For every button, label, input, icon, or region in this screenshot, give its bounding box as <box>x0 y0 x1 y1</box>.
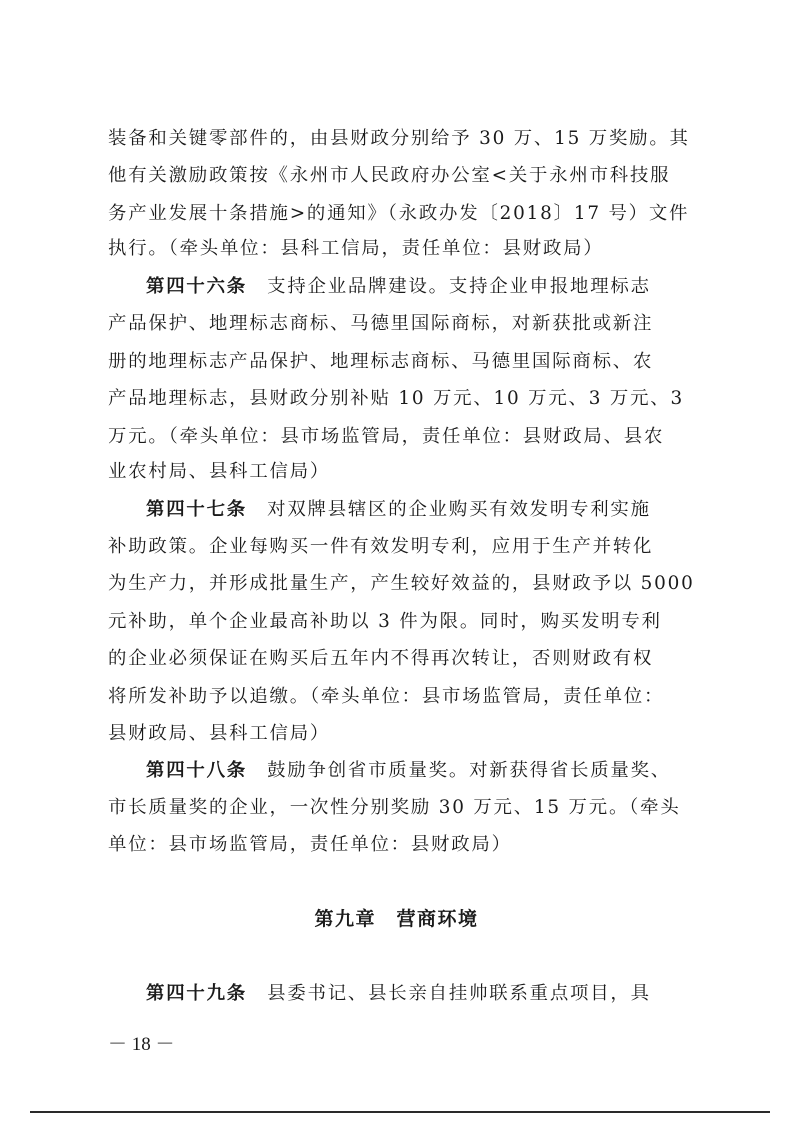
article-49-first-line <box>146 981 651 1007</box>
article-text: 县委书记、县长亲自挂帅联系重点项目，具 <box>246 983 651 1004</box>
bottom-divider <box>30 1111 770 1113</box>
paragraph-line: 产品保护、地理标志商标、马德里国际商标，对新获批或新注 <box>108 313 654 334</box>
paragraph-line: 产品地理标志，县财政分别补贴 10 万元、10 万元、3 万元、3 <box>108 388 684 409</box>
paragraph-line: 务产业发展十条措施>的通知》（永政办发〔2018〕17 号）文件 <box>108 203 690 224</box>
article-46-first-line <box>146 274 651 300</box>
article-heading: 第四十八条 <box>146 760 247 781</box>
paragraph-line: 为生产力，并形成批量生产，产生较好效益的，县财政予以 5000 <box>108 573 695 594</box>
paragraph-line: 元补助，单个企业最高补助以 3 件为限。同时，购买发明专利 <box>108 611 662 632</box>
article-47-first-line <box>146 497 651 523</box>
paragraph-line: 执行。（牵头单位：县科工信局，责任单位：县财政局） <box>108 238 604 259</box>
paragraph-line: 装备和关键零部件的，由县财政分别给予 30 万、15 万奖励。其 <box>108 128 690 149</box>
article-text: 支持企业品牌建设。支持企业申报地理标志 <box>246 276 651 297</box>
article-heading: 第四十七条 <box>146 499 247 520</box>
article-48-first-line <box>146 758 671 784</box>
article-heading: 第四十九条 <box>146 983 247 1004</box>
paragraph-line: 市长质量奖的企业，一次性分别奖励 30 万元、15 万元。（牵头 <box>108 797 681 818</box>
paragraph-line: 的企业必须保证在购买后五年内不得再次转让，否则财政有权 <box>108 648 654 669</box>
paragraph-line: 册的地理标志产品保护、地理标志商标、马德里国际商标、农 <box>108 351 654 372</box>
paragraph-line: 县财政局、县科工信局） <box>108 723 331 744</box>
paragraph-line: 补助政策。企业每购买一件有效发明专利，应用于生产并转化 <box>108 536 654 557</box>
paragraph-line: 业农村局、县科工信局） <box>108 461 331 482</box>
paragraph-line: 单位：县市场监管局，责任单位：县财政局） <box>108 834 512 855</box>
article-heading: 第四十六条 <box>146 276 247 297</box>
article-text: 鼓励争创省市质量奖。对新获得省长质量奖、 <box>246 760 671 781</box>
article-text: 对双牌县辖区的企业购买有效发明专利实施 <box>246 499 651 520</box>
page-number: － 18 － <box>108 1034 175 1055</box>
paragraph-line: 将所发补助予以追缴。（牵头单位：县市场监管局，责任单位： <box>108 686 665 707</box>
chapter-title: 第九章 营商环境 <box>314 908 479 930</box>
paragraph-line: 他有关激励政策按《永州市人民政府办公室<关于永州市科技服 <box>108 165 671 186</box>
paragraph-line: 万元。（牵头单位：县市场监管局，责任单位：县财政局、县农 <box>108 426 665 447</box>
